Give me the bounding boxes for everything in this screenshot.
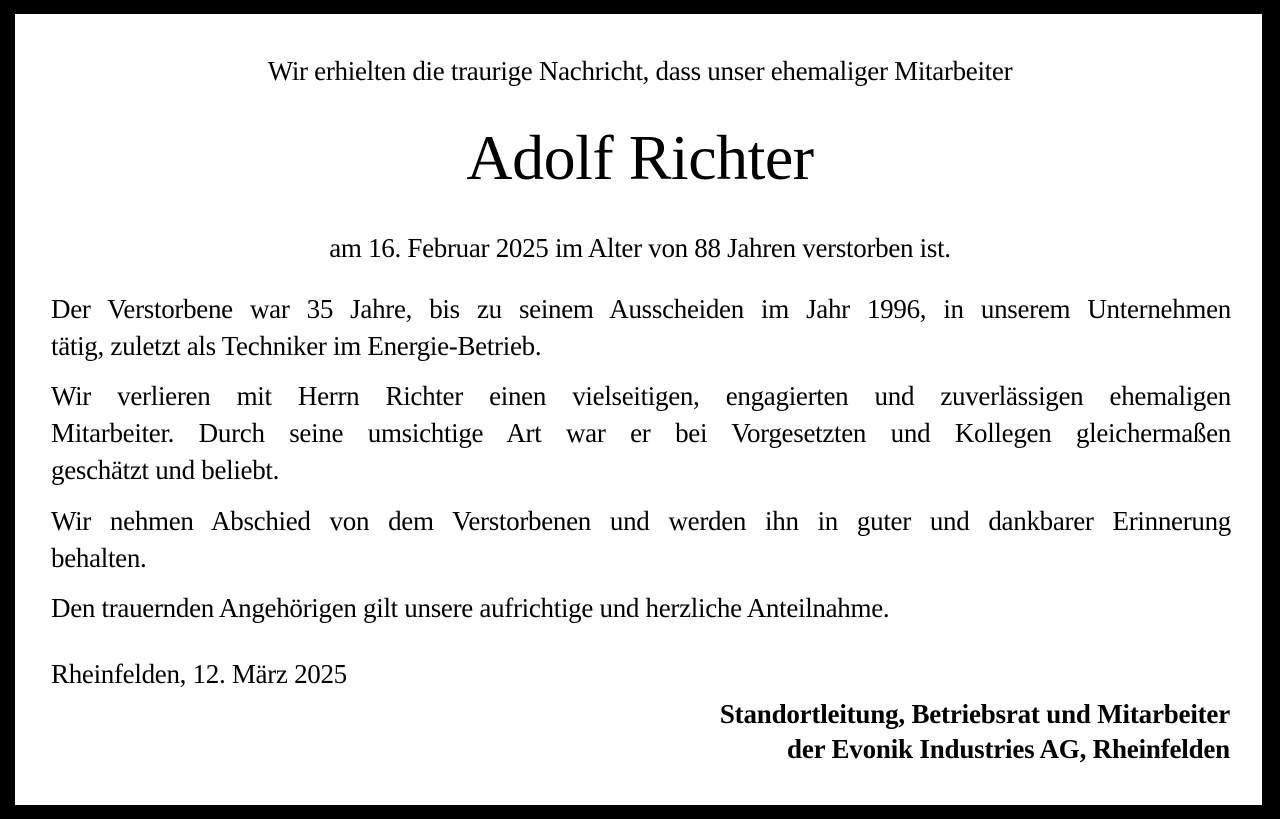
paragraph-tribute-line-1: Wir verlieren mit Herrn Richter einen vielseitigen, engagierten und zuverlässigen ehemaligen: [51, 381, 1231, 411]
paragraph-tribute-line-3: geschätzt und beliebt.: [51, 455, 280, 485]
paragraph-condolence: Den trauernden Angehörigen gilt unsere aufrichtige und herzliche Anteilnahme.: [51, 593, 890, 623]
deceased-name: Adolf Richter: [466, 122, 814, 193]
paragraph-farewell-line-1: Wir nehmen Abschied von dem Verstorbenen und werden ihn in guter und dankbarer Erinnerung: [51, 506, 1231, 536]
death-date-line: am 16. Februar 2025 im Alter von 88 Jahren verstorben ist.: [329, 233, 951, 263]
paragraph-tribute-line-2: Mitarbeiter. Durch seine umsichtige Art war er bei Vorgesetzten und Kollegen gleichermaßen: [51, 418, 1231, 448]
paragraph-career-line-2: tätig, zuletzt als Techniker im Energie-Betrieb.: [51, 331, 542, 361]
signature-line-2: der Evonik Industries AG, Rheinfelden: [787, 734, 1230, 764]
paragraph-farewell-line-2: behalten.: [51, 543, 147, 573]
place-and-date: Rheinfelden, 12. März 2025: [51, 659, 347, 689]
paragraph-career-line-1: Der Verstorbene war 35 Jahre, bis zu seinem Ausscheiden im Jahr 1996, in unserem Unternehmen: [51, 294, 1231, 324]
intro-text: Wir erhielten die traurige Nachricht, dass unser ehemaliger Mitarbeiter: [267, 56, 1013, 86]
signature-line-1: Standortleitung, Betriebsrat und Mitarbeiter: [719, 699, 1230, 729]
